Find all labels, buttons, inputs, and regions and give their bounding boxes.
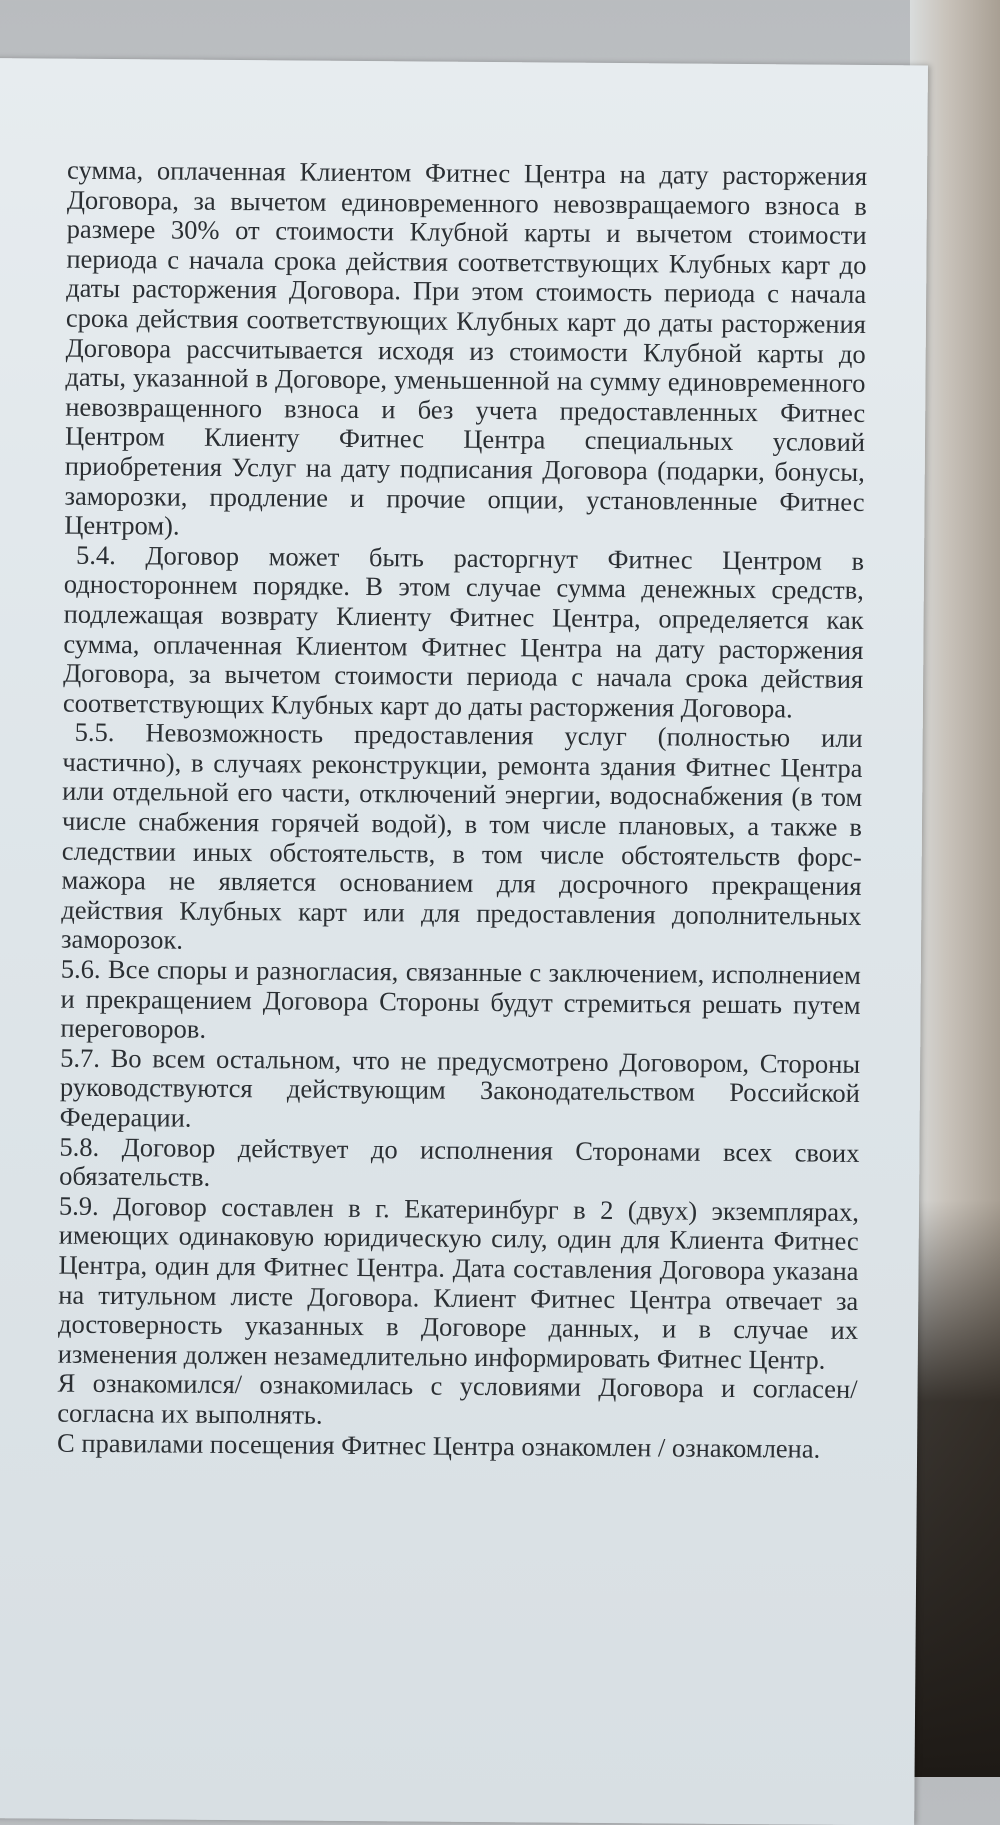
acknowledgement-rules: С правилами посещения Фитнес Центра ознакомлен / ознакомлена. — [57, 1427, 821, 1464]
clause-5-6: 5.6. Все споры и разногласия, связанные с заключением, исполнением и прекращением Договора Стороны будут стремиться решать путем переговоров. — [60, 953, 861, 1045]
clause-5-5: 5.5. Невозможность предоставления услуг (полностью или частично), в случаях реконструкции, ремонта здания Фитнес Центра или отдельной его части, отключений энергии, водоснабжения (в том числе снабжения горячей водой), в том числе плановых, а также в следствии иных обстоятельств, в том числе обстоятельств форс-мажора не является основанием для досрочного прекращения действия Клубных карт или для предоставления дополнительных заморозок. — [60, 717, 863, 956]
paragraph-continuation: сумма, оплаченная Клиентом Фитнес Центра на дату расторжения Договора, за вычетом единовременного невозвращаемого взноса в размере 30% от стоимости Клубной карты и вычетом стоимости периода с начала срока действия соответствующих Клубных карт до даты расторжения Договора. При этом стоимость периода с начала срока действия соответствующих Клубных карт до даты расторжения Договора рассчитывается исходя из стоимости Клубной карты до даты, указанной в Договоре, уменьшенной на сумму единовременного невозвращенного взноса и без учета предоставленных Фитнес Центром Клиенту Фитнес Центра специальных условий приобретения Услуг на дату подписания Договора (подарки, бонусы, заморозки, продление и прочие опции, установленные Фитнес Центром). — [64, 154, 868, 541]
clause-5-4: 5.4. Договор может быть расторгнут Фитнес Центром в одностороннем порядке. В этом случае сумма денежных средств, подлежащая возврату Клиенту Фитнес Центра, определяется как сумма, оплаченная Клиентом Фитнес Центра на дату расторжения Договора, за вычетом стоимости периода с начала срока действия соответствующих Клубных карт до даты расторжения Договора. — [62, 539, 865, 724]
contract-text — [57, 156, 867, 1464]
acknowledgement-terms: Я ознакомился/ ознакомилась с условиями Договора и согласен/согласна их выполнять. — [57, 1367, 858, 1430]
clause-5-9: 5.9. Договор составлен в г. Екатеринбург в 2 (двух) экземплярах, имеющих одинаковую юридическую силу, один для Клиента Фитнес Центра, один для Фитнес Центра. Дата составления Договора указана на титульном листе Договора. Клиент Фитнес Центра отвечает за достоверность указанных в Договоре данных, и в случае их изменения должен незамедлительно информировать Фитнес Центр. — [57, 1190, 860, 1375]
clause-5-7: 5.7. Во всем остальном, что не предусмотрено Договором, Стороны руководствуются действующим Законодательством Российской Федерации. — [59, 1042, 861, 1133]
clause-5-8: 5.8. Договор действует до исполнения Сторонами всех своих обязательств. — [59, 1131, 860, 1193]
contract-page — [0, 58, 928, 1825]
